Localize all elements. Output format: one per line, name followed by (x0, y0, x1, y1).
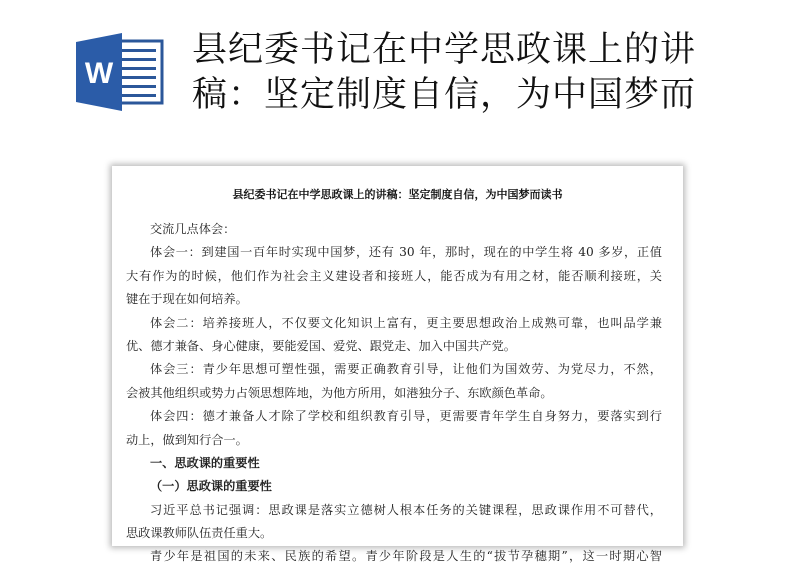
paragraph-line: 交流几点体会： (150, 222, 236, 236)
document-preview (112, 166, 683, 564)
page-title (192, 28, 696, 118)
page-title-line-2: 稿：坚定制度自信，为中国梦而 (192, 75, 697, 115)
paragraph-line: 习近平总书记强调：思政课是落实立德树人根本任务的关键课程，思政课作用不可替代， (150, 502, 662, 517)
paragraph-line: 键在于现在如何培养。 (126, 292, 248, 307)
paragraph-line: 思政课教师队伍责任重大。 (126, 526, 273, 541)
paragraph-line: 会被其他组织或势力占领思想阵地，为他方所用，如港独分子、东欧颜色革命。 (126, 385, 553, 400)
document-title: 县纪委书记在中学思政课上的讲稿：坚定制度自信，为中国梦而读书 (232, 188, 563, 201)
paragraph-line: 体会二：培养接班人，不仅要文化知识上富有，更主要思想政治上成熟可靠，也叫品学兼 (150, 315, 662, 330)
document-body (126, 218, 662, 569)
paragraph-line: 青少年是祖国的未来、民族的希望。青少年阶段是人生的“拔节孕穗期”，这一时期心智 (150, 549, 662, 564)
word-icon-letter: W (84, 57, 114, 90)
paragraph-line: 动上，做到知行合一。 (126, 432, 248, 447)
page-title-line-1: 县纪委书记在中学思政课上的讲 (192, 30, 697, 70)
paragraph-line: 体会三：青少年思想可塑性强，需要正确教育引导，让他们为国效劳、为党尽力，不然， (150, 362, 662, 377)
paragraph-line: 优、德才兼备、身心健康，要能爱国、爱党、跟党走、加入中国共产党。 (126, 338, 516, 353)
paragraph-line: 体会一：到建国一百年时实现中国梦，还有 30 年，那时，现在的中学生将 40 多岁，正值 (150, 245, 662, 260)
paragraph-line: 大有作为的时候，他们作为社会主义建设者和接班人，能否成为有用之材，能否顺利接班，关 (126, 268, 662, 283)
subsection-heading: （一）思政课的重要性 (150, 479, 272, 494)
section-heading: 一、思政课的重要性 (150, 455, 260, 470)
word-icon (76, 33, 164, 111)
paragraph-line: 体会四：德才兼备人才除了学校和组织教育引导，更需要青年学生自身努力，要落实到行 (150, 409, 662, 424)
